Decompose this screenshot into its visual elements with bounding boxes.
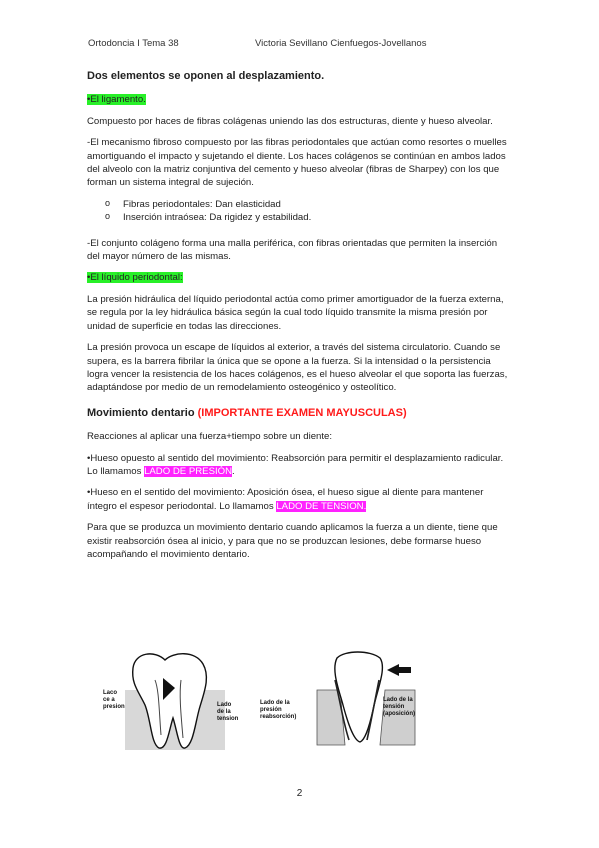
ligamento-paragraph-2: -El mecanismo fibroso compuesto por las fibras periodontales que actúan como resortes o muelles amortiguando el impacto y sujetando el diente. Los haces colágenos se continúan en ambos lados del alveolo con la matriz conjuntiva del cemento y hueso alveolar (fibras de Sharpey) con los que forman un sistema integral de sujeción. xyxy=(87,137,507,189)
movimiento-title xyxy=(87,407,512,420)
molar-figure xyxy=(125,650,225,750)
ligamento-heading: •El ligamento. xyxy=(87,94,146,106)
lado-tension-highlight: LADO DE TENSION. xyxy=(276,500,367,512)
tooth-figures xyxy=(103,650,445,750)
list-item: o Fibras periodontales: Dan elasticidad xyxy=(105,198,512,211)
fig1-right-label: Lado de la tension xyxy=(217,702,239,722)
movimiento-title-text: Movimiento dentario xyxy=(87,406,195,419)
section-title: Dos elementos se oponen al desplazamiento. xyxy=(87,70,325,82)
movimiento-paragraph-2 xyxy=(87,452,512,479)
lado-presion-highlight: LADO DE PRESIÓN xyxy=(144,465,233,477)
movimiento-paragraph-3 xyxy=(87,486,512,513)
list-item: o Inserción intraósea: Da rigidez y estabilidad. xyxy=(105,211,512,224)
fiber-list xyxy=(87,198,512,225)
ligamento-paragraph-3: -El conjunto colágeno forma una malla periférica, con fibras orientadas que permiten la inserción del mayor número de las mismas. xyxy=(87,237,498,263)
presion-end: . xyxy=(232,465,235,477)
presion-text: •Hueso opuesto al sentido del movimiento: Reabsorción para permitir el desplazamiento radicular. Lo llamamos xyxy=(87,452,504,477)
header-left: Ortodoncia I Tema 38 xyxy=(88,38,179,49)
liquido-paragraph-2: La presión provoca un escape de líquidos al exterior, a través del sistema circulatorio. Cuando se supera, es la barrera fibrilar la única que se opone a la fuerza. Si la intensidad o la persistencia logra vencer la resistencia de los haces colágenos, es el hueso alveolar el que soporta las fuerzas, adaptándose por medio de un remodelamiento osteogénico y osteolítico. xyxy=(87,342,508,394)
document-body xyxy=(87,70,512,569)
fig1-left-label: Laco ce a presion xyxy=(103,690,125,710)
fig2-right-label: Lado de la tensión (aposición) xyxy=(383,697,416,717)
liquido-heading: •El líquido periodontal: xyxy=(87,272,183,284)
movimiento-title-warning: (IMPORTANTE EXAMEN MAYUSCULAS) xyxy=(197,406,407,419)
movimiento-paragraph-4: Para que se produzca un movimiento dentario cuando aplicamos la fuerza a un diente, tiene que existir reabsorción ósea al inicio, y para que no se produzcan lesiones, debe formarse hueso acompañando el movimiento dentario. xyxy=(87,522,498,560)
header-right: Victoria Sevillano Cienfuegos-Jovellanos xyxy=(255,38,427,49)
ligamento-paragraph-1: Compuesto por haces de fibras colágenas uniendo las dos estructuras, diente y hueso alveolar. xyxy=(87,115,493,127)
liquido-paragraph-1: La presión hidráulica del líquido periodontal actúa como primer amortiguador de la fuerza externa, se regula por la ley hidráulica básica según la cual todo líquido transmite la misma presión por unidad de superficie en todas las direcciones. xyxy=(87,293,504,332)
tension-text: •Hueso en el sentido del movimiento: Aposición ósea, el hueso sigue al diente para mantener íntegro el espesor periodontal. Lo llamamos xyxy=(87,487,484,512)
page-number: 2 xyxy=(296,788,303,799)
fig2-left-label: Lado de la presión reabsorción) xyxy=(260,700,297,720)
movimiento-paragraph-1: Reacciones al aplicar una fuerza+tiempo sobre un diente: xyxy=(87,431,333,443)
